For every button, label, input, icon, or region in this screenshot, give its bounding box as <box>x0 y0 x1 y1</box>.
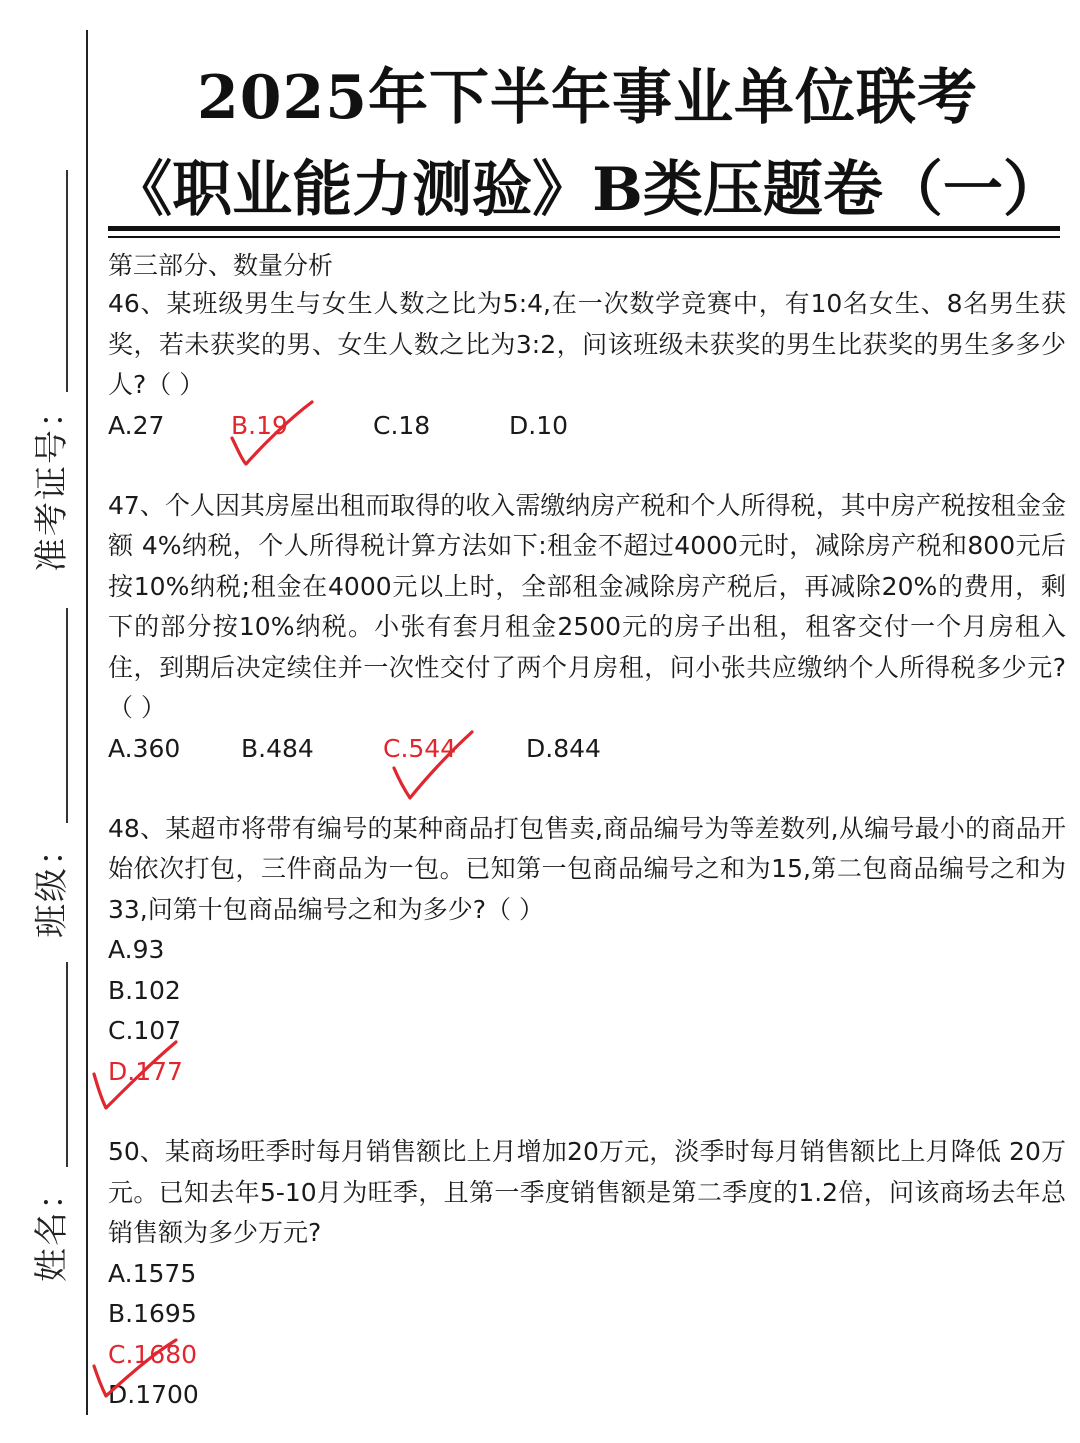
exam-id-underline <box>66 170 68 392</box>
title-line-1: 2025年下半年事业单位联考 <box>197 63 978 133</box>
question-47-stem: 47、个人因其房屋出租而取得的收入需缴纳房产税和个人所得税，其中房产税按租金金额 4%纳税，个人所得税计算方法如下:租金不超过4000元时，减除房产税和800元后按10%纳税;租金在4000元以上时，全部租金减除房产税后，再减除20%的费用，剩下的部分按10%纳税。小张有套月租金2500元的房子出租，租客交付一个月房租入住，到期后决定续住并一次性交付了两个月房租，问小张共应缴纳个人所得税多少元?（ ） <box>108 490 1066 722</box>
question-46-option-c: C.18 <box>373 410 431 440</box>
question-46-option-b: B.19 <box>231 410 288 440</box>
question-50-option-d: D.1700 <box>108 1380 199 1409</box>
title-rule-thin <box>108 236 1060 238</box>
section-title: 第三部分、数量分析 <box>108 251 334 280</box>
question-46-option-d: D.10 <box>509 410 569 440</box>
class-underline <box>66 608 68 823</box>
class-label: 班级： <box>32 830 72 938</box>
question-48-option-b: B.102 <box>108 975 181 1005</box>
question-48-option-d: D.177 <box>108 1056 183 1086</box>
question-47-option-b: B.484 <box>241 733 314 763</box>
title-line-2: 《职业能力测验》B类压题卷（一） <box>112 155 1063 225</box>
content <box>108 248 1066 1416</box>
question-47-option-a: A.360 <box>108 733 181 763</box>
title-rule-thick <box>108 226 1060 231</box>
question-50-option-c: C.1680 <box>108 1339 198 1369</box>
question-50-option-b: B.1695 <box>108 1299 197 1328</box>
question-48-options <box>108 930 1066 1092</box>
exam-id-label: 准考证号： <box>32 392 72 572</box>
question-46-stem: 46、某班级男生与女生人数之比为5:4,在一次数学竞赛中，有10名女生、8名男生获奖，若未获奖的男、女生人数之比为3:2，问该班级未获奖的男生比获奖的男生多多少人?（ ） <box>108 289 1066 399</box>
question-47-option-d: D.844 <box>526 733 601 763</box>
question-46-options <box>108 406 1066 446</box>
name-label: 姓名： <box>32 1174 72 1282</box>
question-48-option-c: C.107 <box>108 1016 182 1045</box>
question-47-options <box>108 729 1066 769</box>
binding-line <box>86 30 88 1415</box>
question-48-option-a: A.93 <box>108 935 165 964</box>
name-underline <box>66 962 68 1167</box>
question-50-options <box>108 1254 1066 1416</box>
question-48-stem: 48、某超市将带有编号的某种商品打包售卖,商品编号为等差数列,从编号最小的商品开始依次打包，三件商品为一包。已知第一包商品编号之和为15,第二包商品编号之和为 33,问第十包商品编号之和为多少?（ ） <box>108 813 1066 924</box>
question-50-stem: 50、某商场旺季时每月销售额比上月增加20万元，淡季时每月销售额比上月降低 20万元。已知去年5-10月为旺季，且第一季度销售额是第二季度的1.2倍，问该商场去年总销售额为多少万元? <box>108 1137 1066 1247</box>
question-46-option-a: A.27 <box>108 410 165 440</box>
question-50-option-a: A.1575 <box>108 1258 197 1288</box>
question-47-option-c: C.544 <box>383 733 457 763</box>
